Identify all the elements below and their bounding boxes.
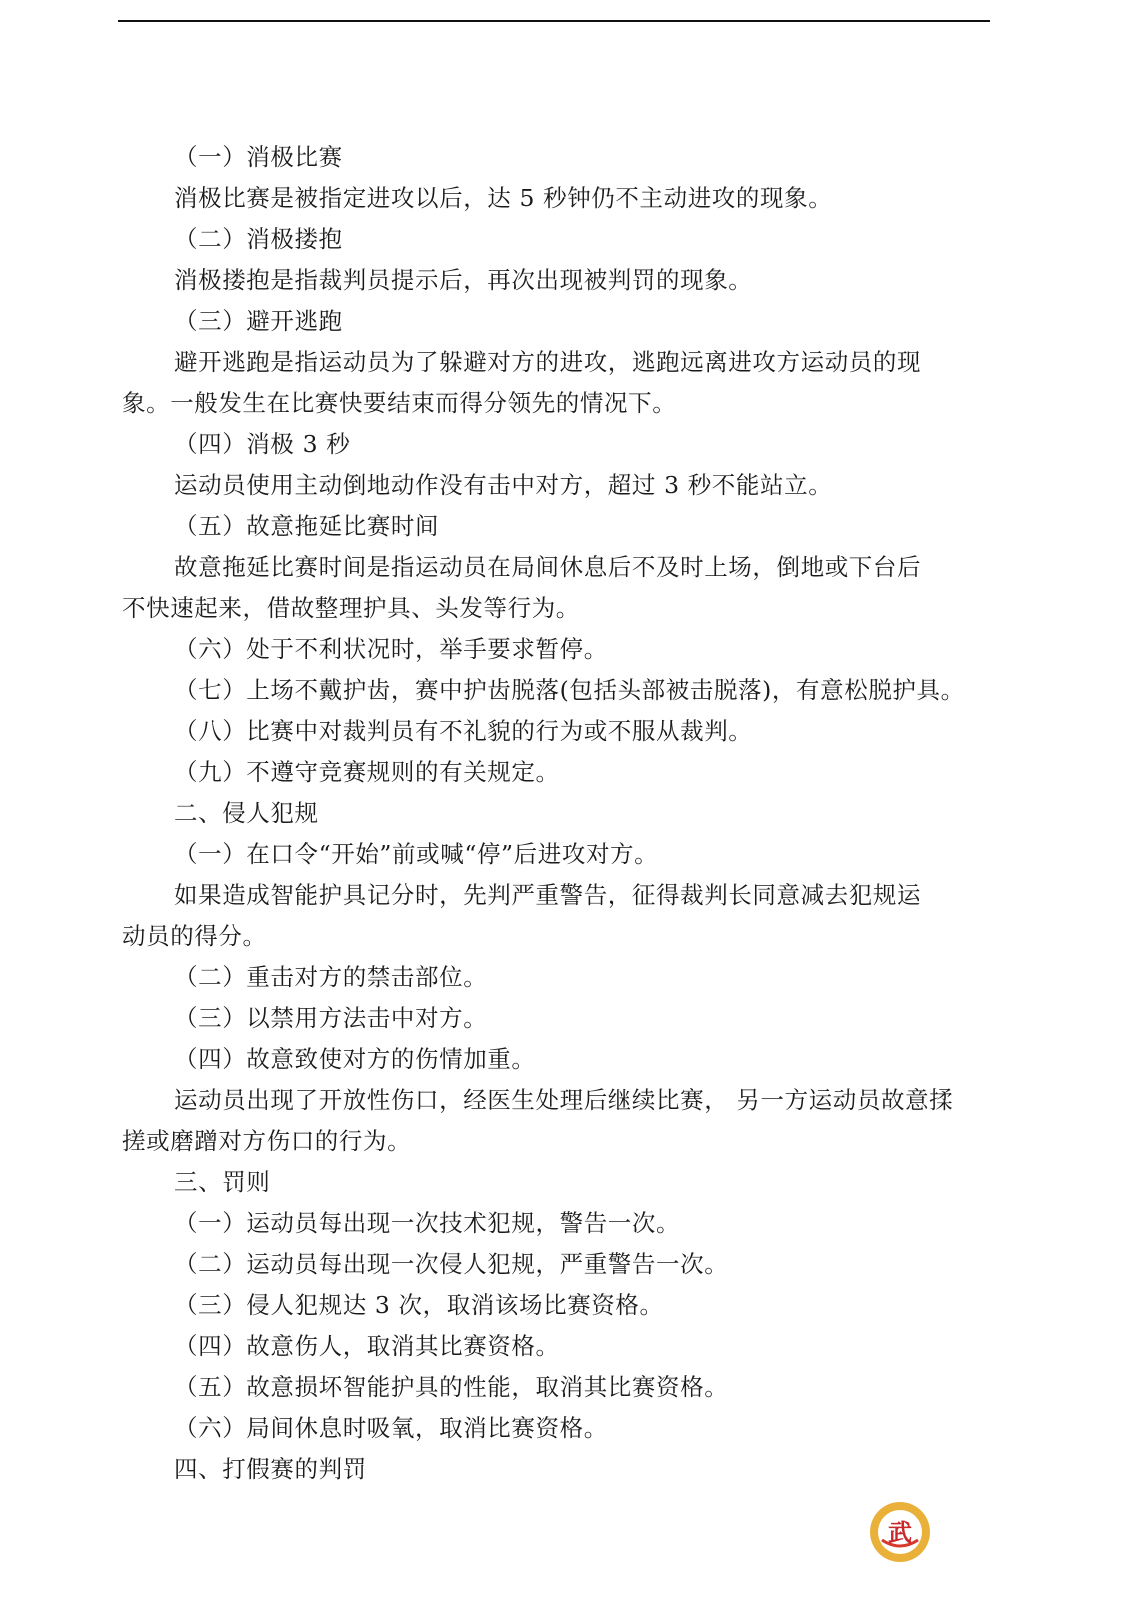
text-line: （一）消极比赛 <box>174 143 343 171</box>
text-line: （六）局间休息时吸氧，取消比赛资格。 <box>174 1414 608 1442</box>
text-line: 象。一般发生在比赛快要结束而得分领先的情况下。 <box>122 389 677 417</box>
text-line: （七）上场不戴护齿，赛中护齿脱落(包括头部被击脱落)，有意松脱护具。 <box>174 676 965 704</box>
text-line: 四、打假赛的判罚 <box>174 1455 367 1483</box>
text-line: （三）侵人犯规达 3 次，取消该场比赛资格。 <box>174 1291 664 1319</box>
text-line: （四）故意致使对方的伤情加重。 <box>174 1045 536 1073</box>
text-line: 动员的得分。 <box>122 922 267 950</box>
wushu-logo <box>868 1500 932 1564</box>
text-line: 运动员出现了开放性伤口，经医生处理后继续比赛， 另一方运动员故意揉 <box>174 1086 954 1114</box>
text-line: （九）不遵守竞赛规则的有关规定。 <box>174 758 560 786</box>
text-line: （二）重击对方的禁击部位。 <box>174 963 488 991</box>
text-line: 消极比赛是被指定进攻以后，达 5 秒钟仍不主动进攻的现象。 <box>174 184 833 212</box>
text-line: （四）消极 3 秒 <box>174 430 351 458</box>
text-line: （四）故意伤人，取消其比赛资格。 <box>174 1332 560 1360</box>
text-line: （三）避开逃跑 <box>174 307 343 335</box>
text-line: （二）消极搂抱 <box>174 225 343 253</box>
header-rule <box>118 20 990 22</box>
text-line: 三、罚则 <box>174 1168 271 1196</box>
text-line: 消极搂抱是指裁判员提示后，再次出现被判罚的现象。 <box>174 266 753 294</box>
text-line: （八）比赛中对裁判员有不礼貌的行为或不服从裁判。 <box>174 717 753 745</box>
text-line: （三）以禁用方法击中对方。 <box>174 1004 488 1032</box>
text-line: 运动员使用主动倒地动作没有击中对方，超过 3 秒不能站立。 <box>174 471 833 499</box>
text-line: 二、侵人犯规 <box>174 799 319 827</box>
text-line: 如果造成智能护具记分时，先判严重警告，征得裁判长同意减去犯规运 <box>174 881 922 909</box>
text-line: （一）在口令“开始”前或喊“停”后进攻对方。 <box>174 840 659 868</box>
text-line: 搓或磨蹭对方伤口的行为。 <box>122 1127 412 1155</box>
text-line: 不快速起来，借故整理护具、头发等行为。 <box>122 594 580 622</box>
document-body <box>122 137 990 1490</box>
logo-glyph: 武 <box>888 1519 912 1547</box>
text-line: 避开逃跑是指运动员为了躲避对方的进攻，逃跑远离进攻方运动员的现 <box>174 348 922 376</box>
text-line: （六）处于不利状况时，举手要求暂停。 <box>174 635 608 663</box>
text-line: 故意拖延比赛时间是指运动员在局间休息后不及时上场，倒地或下台后 <box>174 553 922 581</box>
text-line: （五）故意拖延比赛时间 <box>174 512 440 540</box>
text-line: （一）运动员每出现一次技术犯规，警告一次。 <box>174 1209 681 1237</box>
text-line: （五）故意损坏智能护具的性能，取消其比赛资格。 <box>174 1373 729 1401</box>
text-line: （二）运动员每出现一次侵人犯规，严重警告一次。 <box>174 1250 729 1278</box>
